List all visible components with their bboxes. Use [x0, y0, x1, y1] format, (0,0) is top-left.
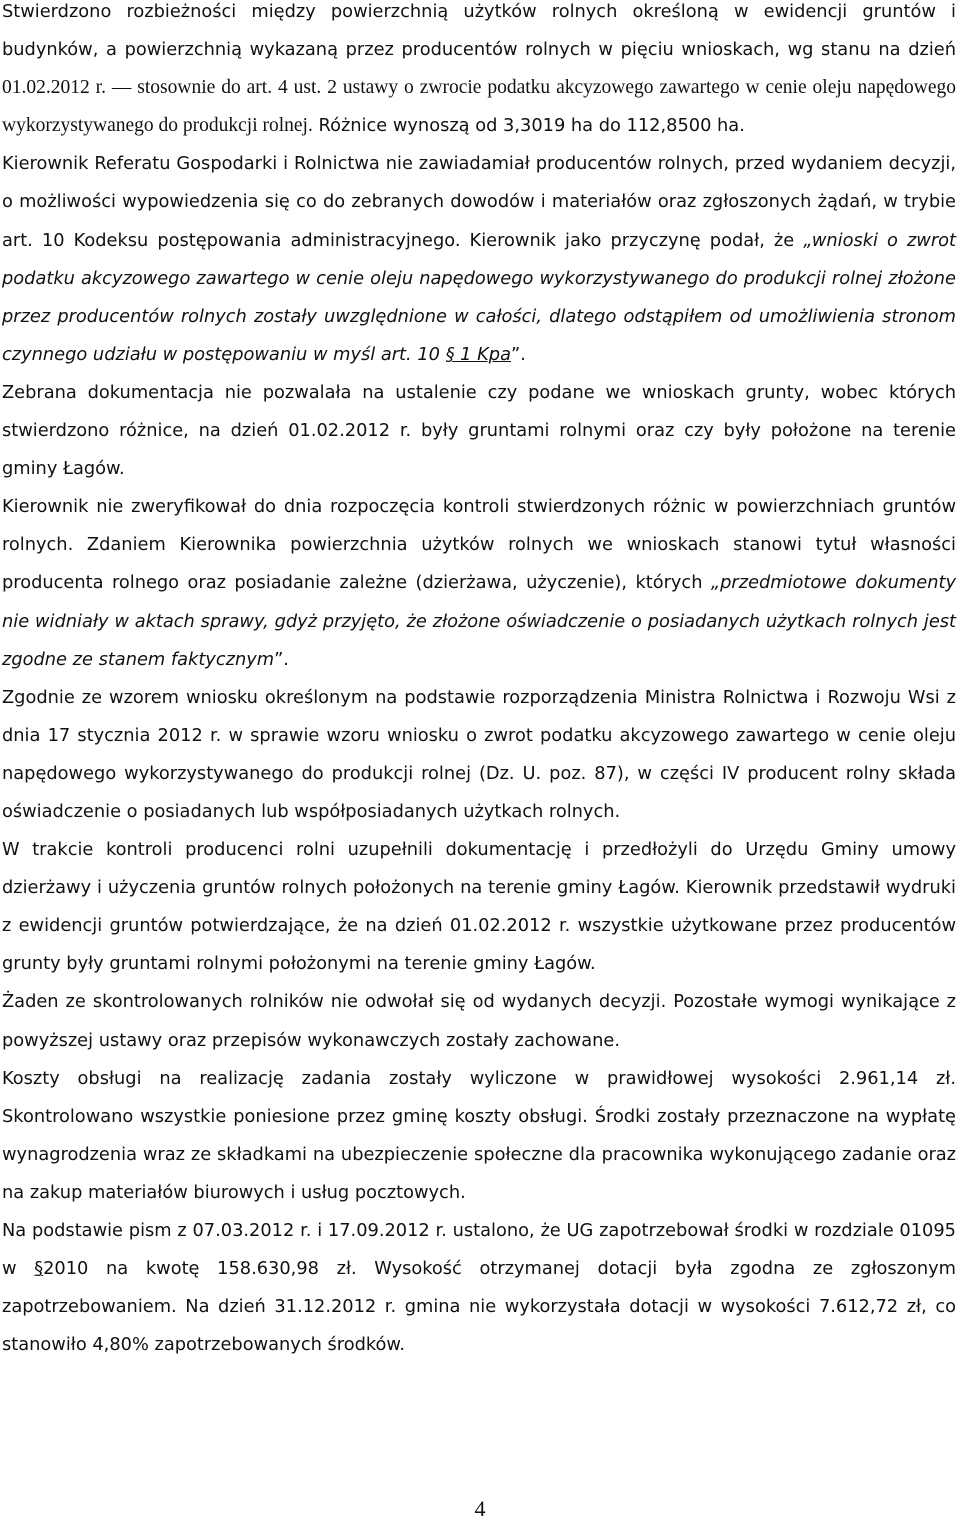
text-run: Koszty obsługi na realizację zadania zostały wyliczone w prawidłowej wysokości 2.961,14 zł. Skontrolowano wszystkie poniesione przez gminę koszty obsługi. Środki zostały przeznaczone na wypłatę wynagrodzenia wraz ze składkami na ubezpieczenie społeczne dla pracownika wykonującego zadanie oraz na zakup materiałów biurowych i usług pocztowych. — [2, 1067, 956, 1203]
page-number: 4 — [474, 1496, 486, 1521]
paragraph-notification-procedure — [2, 145, 956, 374]
text-run: § — [34, 1258, 44, 1280]
paragraph-verification — [2, 488, 956, 678]
text-run: 2010 na kwotę 158.630,98 zł. Wysokość otrzymanej dotacji była zgodna ze zgłoszonym zapotrzebowaniem. Na dzień 31.12.2012 r. gmina nie wykorzystała dotacji w wysokości 7.612,72 zł, co stanowiło 4,80% zapotrzebowanych środków. — [2, 1258, 956, 1356]
quote-run: § — [445, 343, 455, 365]
paragraph-control-findings — [2, 831, 956, 983]
text-run: ”. — [274, 648, 289, 670]
text-run: Kierownik Referatu Gospodarki i Rolnictwa nie zawiadamiał producentów rolnych, przed wydaniem decyzji, o możliwości wypowiedzenia się co do zebranych dowodów i materiałów oraz zgłoszonych żądań, w trybie art. 10 Kodeksu postępowania administracyjnego. Kierownik jako przyczynę podał, że — [2, 153, 956, 251]
text-run: Kierownik nie zweryfikował do dnia rozpoczęcia kontroli stwierdzonych różnic w powierzchniach gruntów rolnych. Zdaniem Kierownika powierzchnia użytków rolnych we wnioskach stanowi tytuł własności producenta rolnego oraz posiadanie zależne (dzierżawa, użyczenie), których — [2, 496, 956, 594]
paragraph-regulation — [2, 679, 956, 831]
text-run: W trakcie kontroli producenci rolni uzupełnili dokumentację i przedłożyli do Urzędu Gminy umowy dzierżawy i użyczenia gruntów rolnych położonych na terenie gminy Łagów. Kierownik przedstawił wydruki z ewidencji gruntów potwierdzające, że na dzień 01.02.2012 r. wszystkie użytkowane przez producentów grunty były gruntami rolnymi położonymi na terenie gminy Łagów. — [2, 839, 956, 975]
paragraph-area-discrepancies — [2, 0, 956, 145]
text-run: Żaden ze skontrolowanych rolników nie odwołał się od wydanych decyzji. Pozostałe wymogi wynikające z powyższej ustawy oraz przepisów wykonawczych zostały zachowane. — [2, 991, 956, 1051]
paragraph-documentation — [2, 374, 956, 488]
text-run: ”. — [510, 343, 526, 365]
paragraph-subsidy — [2, 1212, 956, 1364]
paragraph-service-costs — [2, 1060, 956, 1212]
paragraph-appeals — [2, 983, 956, 1059]
text-run: Zebrana dokumentacja nie pozwalała na ustalenie czy podane we wnioskach grunty, wobec których stwierdzono różnice, na dzień 01.02.2012 r. były gruntami rolnymi oraz czy były położone na terenie gminy Łagów. — [2, 381, 956, 480]
text-run: Zgodnie ze wzorem wniosku określonym na podstawie rozporządzenia Ministra Rolnictwa i Rozwoju Wsi z dnia 17 stycznia 2012 r. w sprawie wzoru wniosku o zwrot podatku akcyzowego zawartego w cenie oleju napędowego wykorzystywanego do produkcji rolnej (Dz. U. poz. 87), w części IV producent rolny składa oświadczenie o posiadanych lub współposiadanych użytkach rolnych. — [2, 686, 956, 822]
quote-run: „wnioski o zwrot podatku akcyzowego zawartego w cenie oleju napędowego wykorzystywanego do produkcji rolnej złożone przez producentów rolnych zostały uwzględnione w całości, dlatego odstąpiłem od umożliwienia stronom czynnego udziału w postępowaniu w myśl art. 10 — [2, 229, 956, 365]
quote-run: „przedmiotowe dokumenty nie widniały w aktach sprawy, gdyż przyjęto, że złożone oświadczenie o posiadanych użytkach rolnych jest zgodne ze stanem faktycznym — [2, 572, 956, 670]
quote-run: 1 Kpa — [454, 343, 511, 365]
text-run: Stwierdzono rozbieżności między powierzchnią użytków rolnych określoną w ewidencji gruntów i budynków, a powierzchnią wykazaną przez producentów rolnych w pięciu wnioskach, wg stanu na dzień — [2, 1, 956, 61]
text-run: Różnice wynoszą od 3,3019 ha do 112,8500 ha. — [312, 115, 745, 137]
document-body — [2, 0, 956, 1364]
text-run: 01.02.2012 r. — stosownie do art. 4 ust. 2 ustawy o zwrocie podatku akcyzowego zawartego w cenie oleju napędowego wykorzystywanego do produkcji rolnej. — [2, 77, 956, 137]
text-run: Na podstawie pism z 07.03.2012 r. i 17.09.2012 r. ustalono, że UG zapotrzebował środki w rozdziale 01095 w — [2, 1220, 956, 1280]
